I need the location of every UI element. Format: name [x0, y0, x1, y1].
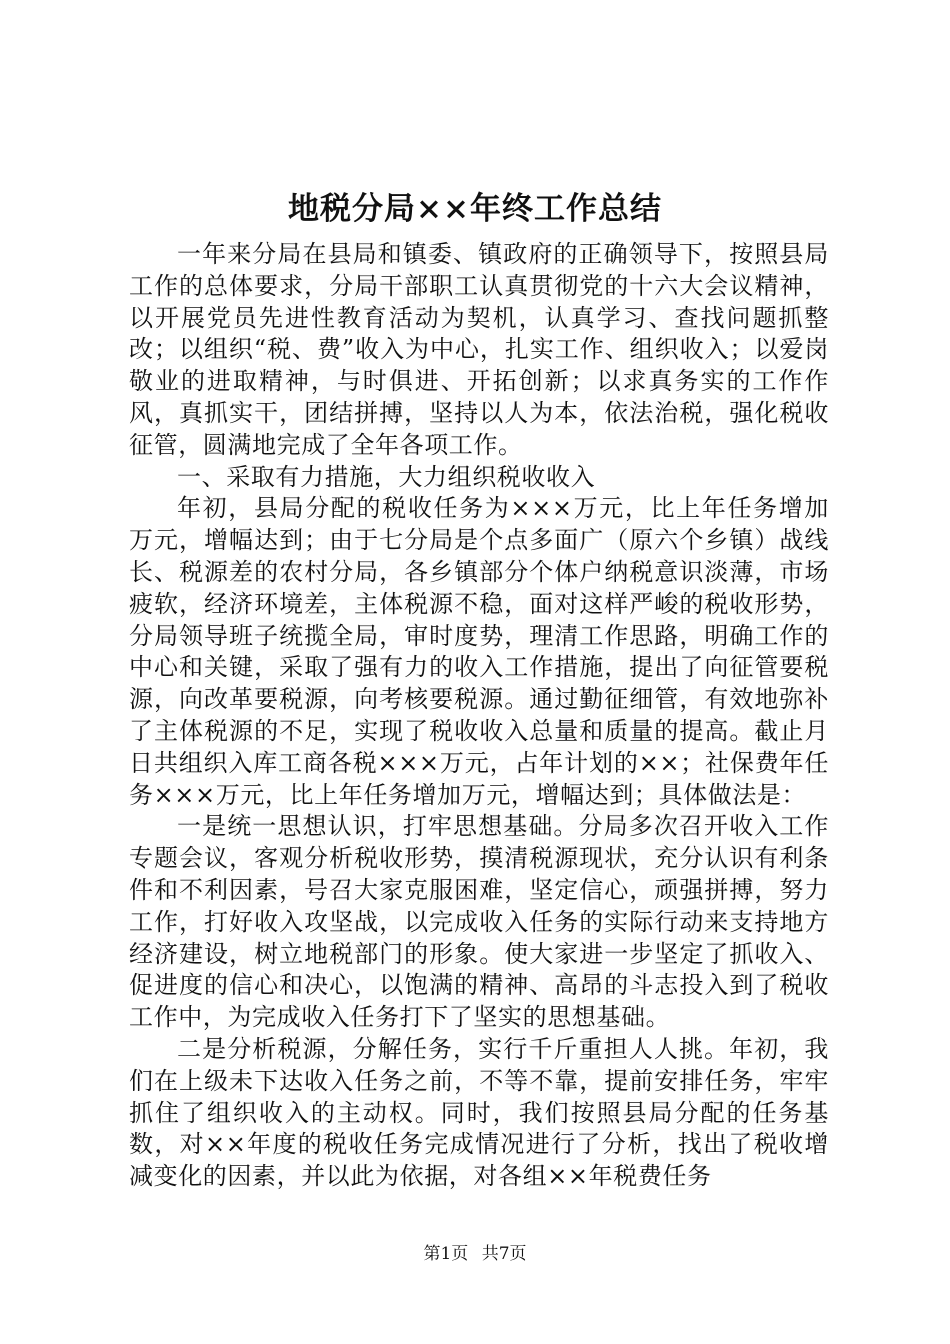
page-number: 第1页 [423, 1244, 469, 1264]
page-footer [0, 1242, 950, 1266]
paragraph-point-one: 一是统一思想认识，打牢思想基础。分局多次召开收入工作专题会议，客观分析税收形势，摸清税源现状，充分认识有利条件和不利因素，号召大家克服困难，坚定信心，顽强拼搏，努力工作，打好收入攻坚战，以完成收入任务的实际行动来支持地方经济建设，树立地税部门的形象。使大家进一步坚定了抓收入、促进度的信心和决心，以饱满的精神、高昂的斗志投入到了税收工作中，为完成收入任务打下了坚实的思想基础。 [129, 812, 829, 1032]
page-total: 共7页 [481, 1244, 527, 1264]
section-heading-1: 一、采取有力措施，大力组织税收收入 [177, 462, 596, 491]
document-title: 地税分局××年终工作总结 [288, 191, 662, 227]
paragraph-point-two: 二是分析税源，分解任务，实行千斤重担人人挑。年初，我们在上级未下达收入任务之前，不等不靠，提前安排任务，牢牢抓住了组织收入的主动权。同时，我们按照县局分配的任务基数，对××年度的税收任务完成情况进行了分析，找出了税收增减变化的因素，并以此为依据，对各组××年税费任务 [129, 1034, 829, 1191]
paragraph-revenue-task: 年初，县局分配的税收任务为×××万元，比上年任务增加万元，增幅达到；由于七分局是个点多面广（原六个乡镇）战线长、税源差的农村分局，各乡镇部分个体户纳税意识淡薄，市场疲软，经济环境差，主体税源不稳，面对这样严峻的税收形势，分局领导班子统揽全局，审时度势，理清工作思路，明确工作的中心和关键，采取了强有力的收入工作措施，提出了向征管要税源，向改革要税源，向考核要税源。通过勤征细管，有效地弥补了主体税源的不足，实现了税收收入总量和质量的提高。截止月日共组织入库工商各税×××万元，占年计划的××；社保费年任务×××万元，比上年任务增加万元，增幅达到；具体做法是： [129, 494, 829, 809]
paragraph-intro: 一年来分局在县局和镇委、镇政府的正确领导下，按照县局工作的总体要求，分局干部职工认真贯彻党的十六大会议精神，以开展党员先进性教育活动为契机，认真学习、查找问题抓整改；以组织“税、费”收入为中心，扎实工作、组织收入；以爱岗敬业的进取精神，与时俱进、开拓创新；以求真务实的工作作风，真抓实干，团结拼搏，坚持以人为本，依法治税，强化税收征管，圆满地完成了全年各项工作。 [129, 240, 829, 459]
document-body [129, 239, 829, 1193]
